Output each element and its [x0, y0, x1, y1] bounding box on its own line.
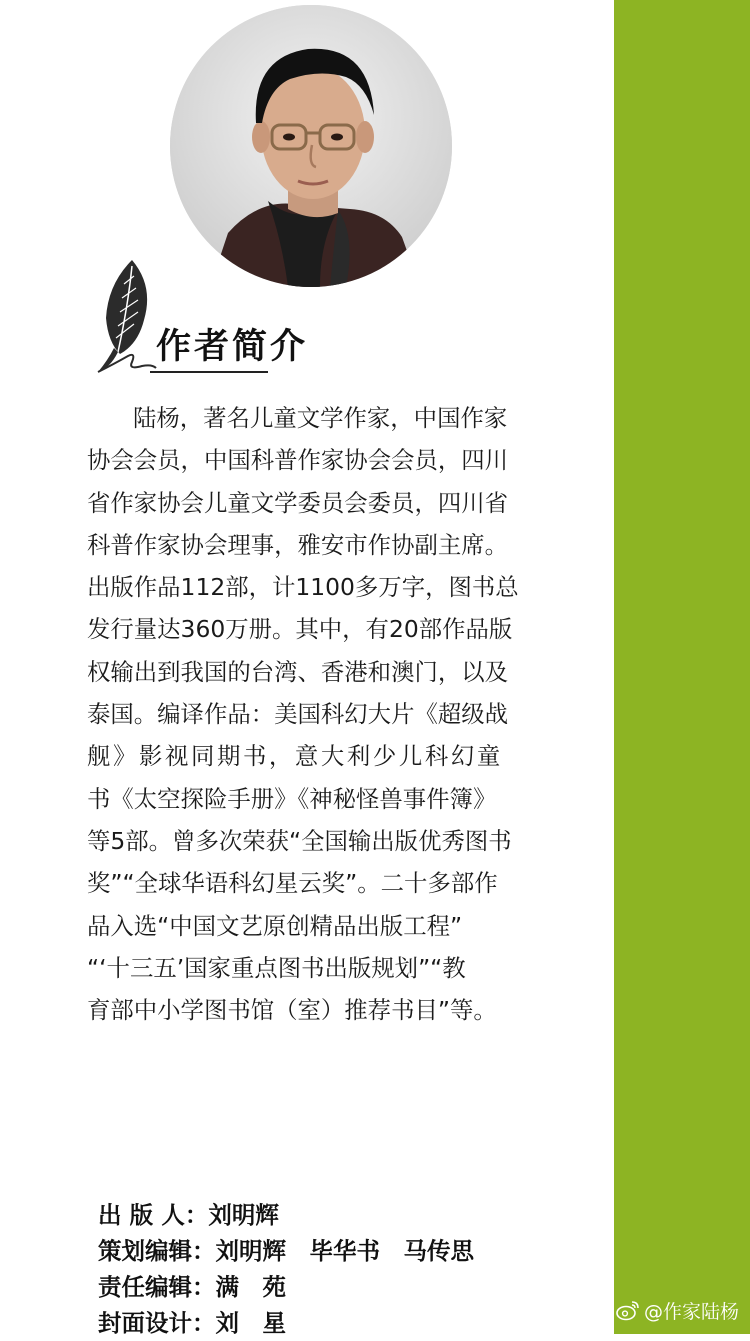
bio-line: 奖”“全球华语科幻星云奖”。二十多部作	[87, 869, 498, 898]
credit-publisher: 出 版 人：刘明辉	[98, 1201, 279, 1229]
bio-line: 陆杨，著名儿童文学作家，中国作家	[133, 404, 508, 432]
credits-block	[98, 1197, 598, 1341]
bio-line: 泰国。编译作品：美国科幻大片《超级战	[87, 700, 509, 729]
title-underline	[150, 371, 268, 373]
credit-planning-editors: 策划编辑：刘明辉 毕华书 马传思	[98, 1237, 474, 1265]
bio-line: 省作家协会儿童文学委员会委员，四川省	[87, 488, 509, 517]
weibo-watermark	[616, 1292, 750, 1328]
weibo-icon	[616, 1299, 640, 1321]
section-title: 作者简介	[156, 327, 309, 367]
credit-cover-design: 封面设计：刘 星	[98, 1309, 286, 1337]
author-bio	[87, 397, 533, 1031]
author-portrait	[170, 5, 452, 287]
bio-line: 权输出到我国的台湾、香港和澳门，以及	[87, 657, 509, 686]
watermark-text: @作家陆杨	[644, 1300, 740, 1323]
green-side-strip	[614, 0, 750, 1334]
author-portrait-image	[170, 5, 452, 287]
bio-line: “‘十三五’国家重点图书出版规划”“教	[87, 953, 466, 982]
bio-line: 育部中小学图书馆（室）推荐书目”等。	[87, 996, 497, 1025]
bio-line: 品入选“中国文艺原创精品出版工程”	[87, 911, 463, 940]
bio-line: 发行量达360万册。其中，有20部作品版	[87, 615, 513, 644]
bio-line: 舰》影视同期书，意大利少儿科幻童	[87, 742, 503, 771]
bio-line: 协会会员，中国科普作家协会会员，四川	[87, 446, 509, 475]
bio-line: 等5部。曾多次荣获“全国输出版优秀图书	[87, 826, 512, 855]
bio-line: 书《太空探险手册》《神秘怪兽事件簿》	[87, 784, 497, 813]
credit-responsible-editor: 责任编辑：满 苑	[98, 1273, 286, 1301]
bio-line: 科普作家协会理事，雅安市作协副主席。	[87, 530, 509, 559]
bio-line: 出版作品112部，计1100多万字，图书总	[87, 573, 519, 602]
